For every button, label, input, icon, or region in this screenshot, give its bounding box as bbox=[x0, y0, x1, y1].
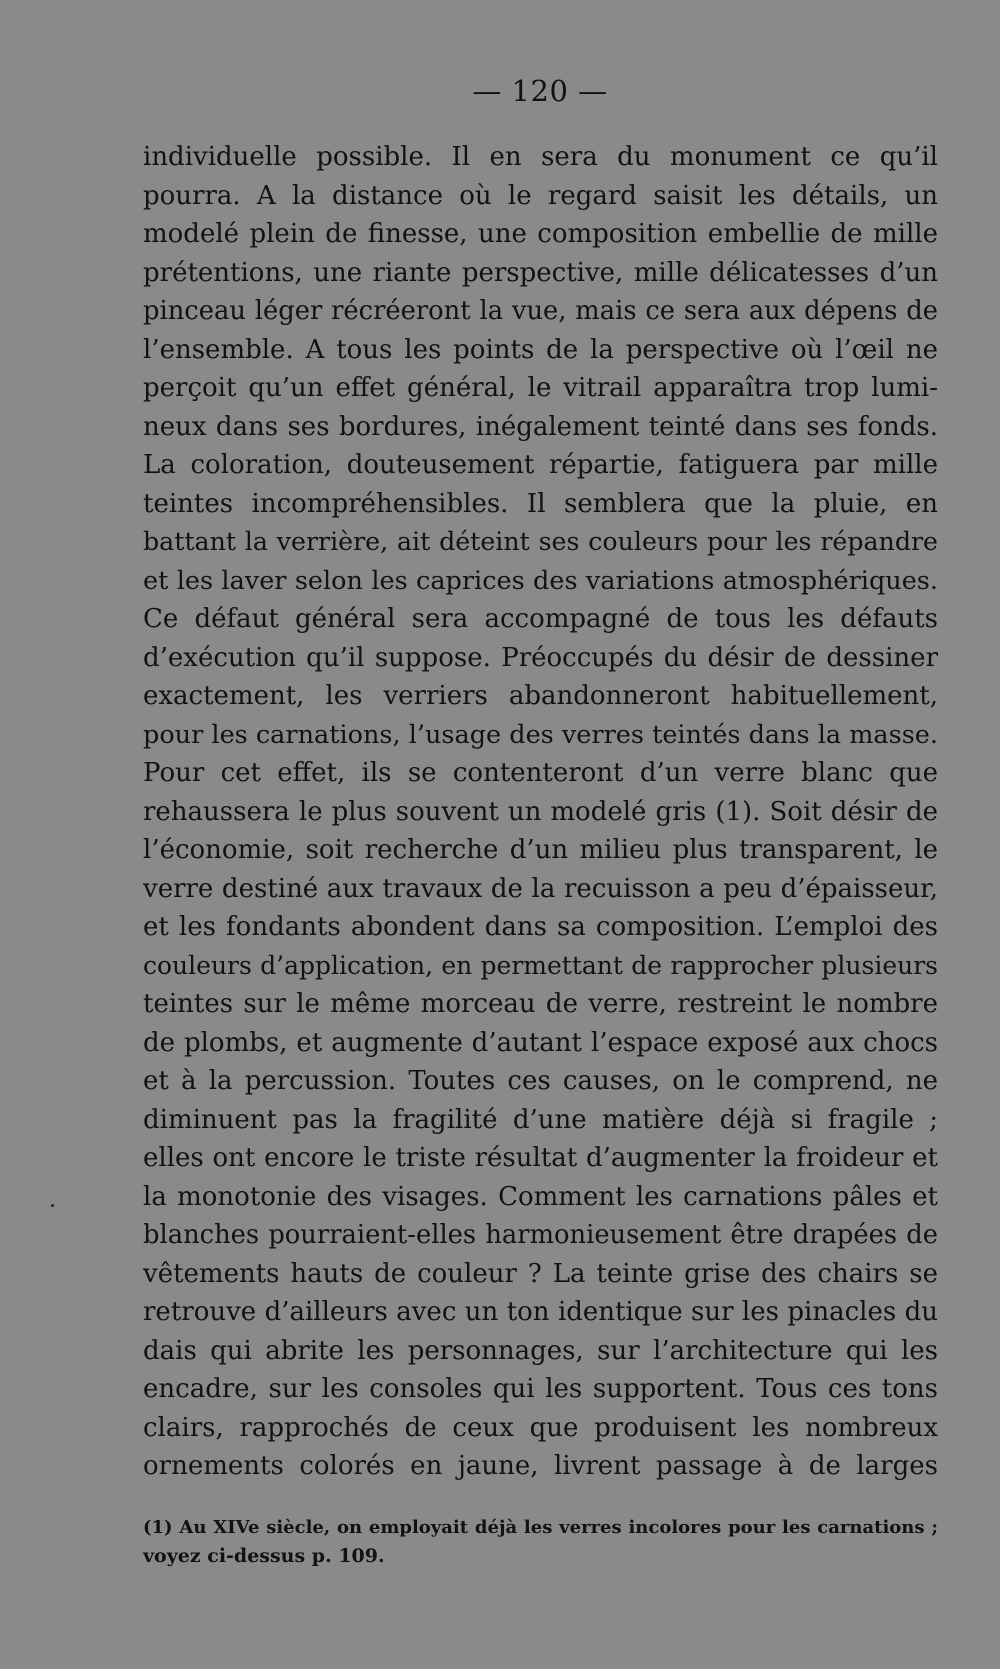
text-line: l’ensemble. A tous les points de la perspective où l’œil ne bbox=[143, 334, 938, 365]
text-line: modelé plein de finesse, une composition embellie de mille bbox=[143, 219, 938, 249]
text-line: Pour cet effet, ils se contenteront d’un verre blanc que bbox=[143, 758, 938, 788]
text-line: diminuent pas la fragilité d’une matière déjà si fragile ; bbox=[143, 1104, 938, 1135]
text-line: pourra. A la distance où le regard saisit les détails, un bbox=[143, 180, 938, 211]
text-line: couleurs d’application, en permettant de rapprocher plusieurs bbox=[143, 950, 938, 980]
text-line: La coloration, douteusement répartie, fatiguera par mille bbox=[143, 450, 938, 480]
text-line: blanches pourraient-elles harmonieusement être drapées de bbox=[143, 1220, 938, 1250]
text-line: prétentions, une riante perspective, mille délicatesses d’un bbox=[143, 257, 938, 288]
text-line: exactement, les verriers abandonneront habituellement, bbox=[143, 681, 938, 711]
text-line: pinceau léger récréeront la vue, mais ce sera aux dépens de bbox=[143, 296, 938, 326]
page-number: — 120 — bbox=[472, 74, 608, 108]
text-line: et les fondants abondent dans sa composition. L’emploi des bbox=[143, 912, 938, 942]
text-line: teintes sur le même morceau de verre, restreint le nombre bbox=[143, 989, 938, 1019]
text-line: battant la verrière, ait déteint ses couleurs pour les répandre bbox=[143, 527, 938, 556]
text-line: elles ont encore le triste résultat d’augmenter la froideur et bbox=[143, 1143, 938, 1173]
text-line: la monotonie des visages. Comment les carnations pâles et bbox=[143, 1181, 938, 1212]
scan-speck bbox=[51, 1204, 54, 1207]
text-line: d’exécution qu’il suppose. Préoccupés du désir de dessiner bbox=[143, 642, 938, 673]
text-line: rehaussera le plus souvent un modelé gris (1). Soit désir de bbox=[143, 796, 938, 827]
text-line: neux dans ses bordures, inégalement teinté dans ses fonds. bbox=[143, 411, 938, 442]
text-line: perçoit qu’un effet général, le vitrail apparaîtra trop lumi- bbox=[143, 373, 938, 403]
text-line: et les laver selon les caprices des variations atmosphériques. bbox=[143, 565, 938, 596]
text-line: pour les carnations, l’usage des verres teintés dans la masse. bbox=[143, 719, 938, 750]
text-line: de plombs, et augmente d’autant l’espace exposé aux chocs bbox=[143, 1027, 938, 1058]
body-text bbox=[143, 138, 938, 1486]
text-line: encadre, sur les consoles qui les supportent. Tous ces tons bbox=[143, 1374, 938, 1404]
text-line: et à la percussion. Toutes ces causes, on le comprend, ne bbox=[143, 1066, 938, 1096]
text-line: individuelle possible. Il en sera du monument ce qu’il bbox=[143, 142, 938, 172]
text-line: verre destiné aux travaux de la recuisson a peu d’épaisseur, bbox=[143, 873, 938, 904]
footnote bbox=[143, 1513, 938, 1571]
text-line: clairs, rapprochés de ceux que produisent les nombreux bbox=[143, 1412, 938, 1443]
text-line: dais qui abrite les personnages, sur l’architecture qui les bbox=[143, 1335, 938, 1366]
footnote-line: (1) Au XIVe siècle, on employait déjà les verres incolores pour les carnations ; bbox=[143, 1517, 938, 1538]
footnote-line: voyez ci-dessus p. 109. bbox=[143, 1545, 385, 1567]
text-line: ornements colorés en jaune, livrent passage à de larges bbox=[143, 1451, 938, 1481]
text-line: vêtements hauts de couleur ? La teinte grise des chairs se bbox=[143, 1258, 938, 1289]
text-line: retrouve d’ailleurs avec un ton identique sur les pinacles du bbox=[143, 1297, 938, 1327]
text-line: teintes incompréhensibles. Il semblera que la pluie, en bbox=[143, 488, 938, 519]
text-line: Ce défaut général sera accompagné de tous les défauts bbox=[143, 604, 938, 634]
text-line: l’économie, soit recherche d’un milieu plus transparent, le bbox=[143, 835, 938, 865]
